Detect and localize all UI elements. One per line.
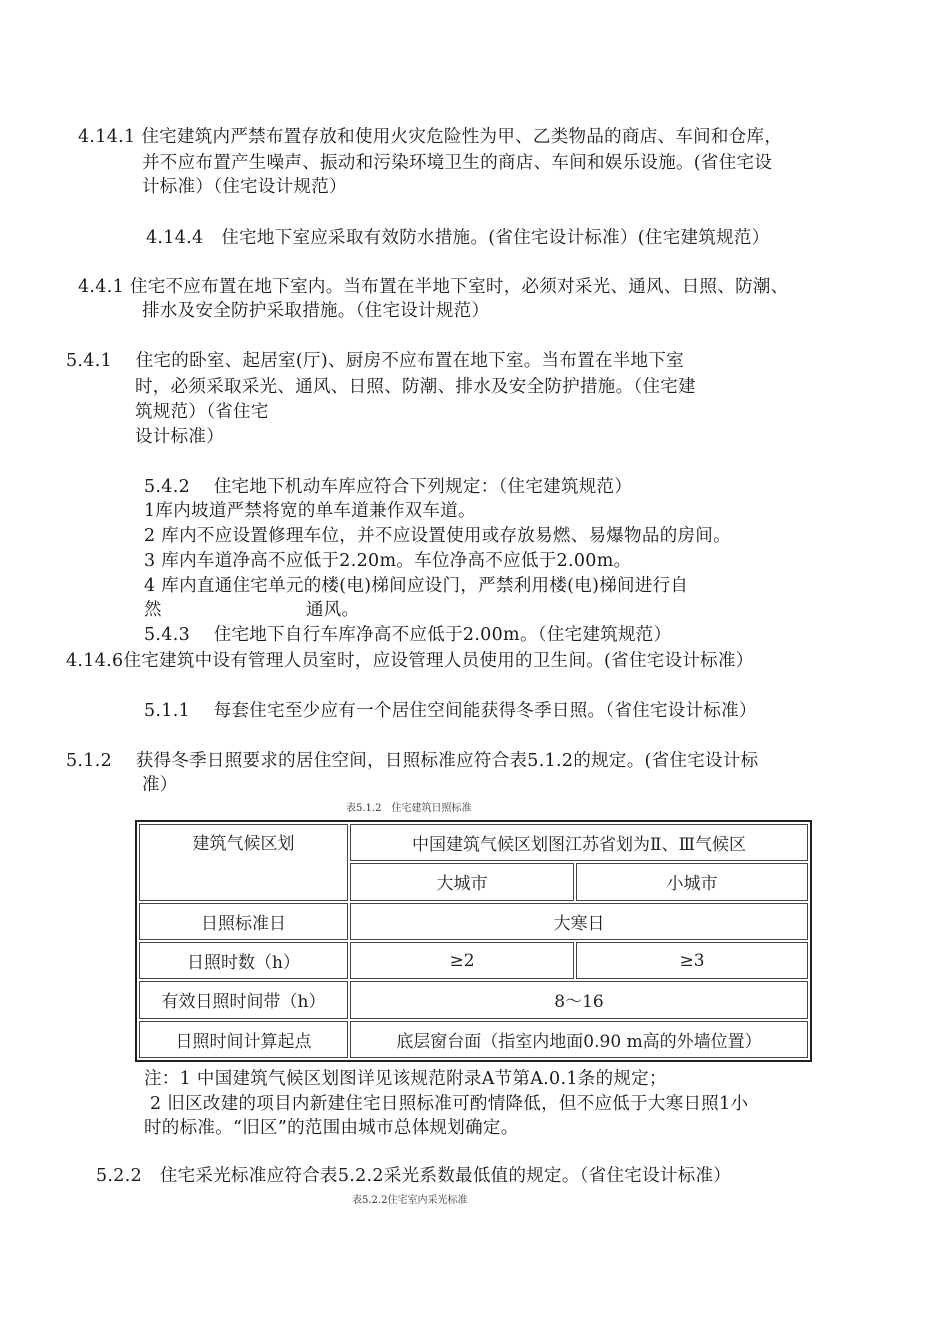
clause-5-4-2-item4-line2a: 然 — [144, 600, 162, 620]
clause-5-4-2-item1: 1库内坡道严禁将宽的单车道兼作双车道。 — [144, 501, 476, 521]
note-2-line2: 时的标准。“旧区”的范围由城市总体规划确定。 — [144, 1118, 519, 1138]
header-jiangsu-zones: 中国建筑气候区划图江苏省划为Ⅱ、Ⅲ气候区 — [350, 824, 808, 861]
row-value-start-point: 底层窗台面（指室内地面0.90 m高的外墙位置） — [350, 1021, 808, 1058]
clause-5-4-2-title: 5.4.2 住宅地下机动车库应符合下列规定：（住宅建筑规范） — [144, 477, 633, 497]
clause-5-1-2-line1: 5.1.2 获得冬季日照要求的居住空间，日照标准应符合表5.1.2的规定。(省住宅设计标 — [66, 751, 759, 771]
clause-5-4-2-item3: 3 库内车道净高不应低于2.20m。车位净高不应低于2.00m。 — [144, 551, 632, 571]
clause-4-14-1-line1: 4.14.1 住宅建筑内严禁布置存放和使用火灾危险性为甲、乙类物品的商店、车间和仓库， — [78, 127, 783, 147]
clause-5-1-1: 5.1.1 每套住宅至少应有一个居住空间能获得冬季日照。（省住宅设计标准） — [144, 701, 757, 721]
clause-4-14-4: 4.14.4 住宅地下室应采取有效防水措施。(省住宅设计标准）(住宅建筑规范） — [146, 228, 770, 248]
clause-5-4-2-item4-line1: 4 库内直通住宅单元的楼(电)梯间应设门，严禁利用楼(电)梯间进行自 — [144, 576, 689, 596]
row-label-effective-band: 有效日照时间带（h） — [139, 981, 348, 1018]
clause-5-4-1-line3: 筑规范）（省住宅 — [135, 402, 269, 422]
row-label-standard-day: 日照标准日 — [139, 903, 348, 940]
header-small-city: 小城市 — [576, 863, 808, 900]
clause-5-4-3: 5.4.3 住宅地下自行车库净高不应低于2.00m。（住宅建筑规范） — [144, 625, 672, 645]
clause-5-4-1-line4: 设计标准） — [135, 427, 224, 447]
clause-5-4-1-line1: 5.4.1 住宅的卧室、起居室(厅)、厨房不应布置在地下室。当布置在半地下室 — [66, 351, 684, 371]
header-climate-zone: 建筑气候区划 — [139, 824, 348, 901]
clause-5-4-2-item4-line2b: 通风。 — [306, 600, 360, 620]
row-label-sun-hours: 日照时数（h） — [139, 942, 348, 979]
clause-4-14-1-line2: 并不应布置产生噪声、振动和污染环境卫生的商店、车间和娱乐设施。(省住宅设 — [142, 153, 773, 173]
clause-4-4-1-line2: 排水及安全防护采取措施。（住宅设计规范） — [142, 301, 490, 321]
row-label-start-point: 日照时间计算起点 — [139, 1021, 348, 1058]
row-value-sun-hours-big: ≥2 — [350, 942, 574, 979]
clause-5-4-2-item2: 2 库内不应设置修理车位，并不应设置使用或存放易燃、易爆物品的房间。 — [144, 526, 731, 546]
clause-4-14-1-line3: 计标准）（住宅设计规范） — [142, 177, 347, 197]
clause-4-14-6: 4.14.6住宅建筑中设有管理人员室时，应设管理人员使用的卫生间。(省住宅设计标准） — [66, 651, 754, 671]
row-value-sun-hours-small: ≥3 — [576, 942, 808, 979]
table-5-2-2-caption: 表5.2.2住宅室内采光标准 — [352, 1195, 468, 1206]
note-1: 注：1 中国建筑气候区划图详见该规范附录A节第A.0.1条的规定； — [144, 1069, 667, 1089]
note-2-line1: 2 旧区改建的项目内新建住宅日照标准可酌情降低，但不应低于大寒日照1小 — [150, 1094, 749, 1114]
clause-5-1-2-line2: 准） — [142, 775, 178, 795]
clause-4-4-1-line1: 4.4.1 住宅不应布置在地下室内。当布置在半地下室时，必须对采光、通风、日照、防潮、 — [78, 277, 789, 297]
table-5-1-2-caption: 表5.1.2 住宅建筑日照标准 — [346, 803, 472, 814]
sunlight-standard-table — [135, 820, 812, 1062]
clause-5-2-2: 5.2.2 住宅采光标准应符合表5.2.2采光系数最低值的规定。（省住宅设计标准） — [96, 1166, 732, 1186]
clause-5-4-1-line2: 时，必须采取采光、通风、日照、防潮、排水及安全防护措施。（住宅建 — [135, 377, 696, 397]
row-value-standard-day: 大寒日 — [350, 903, 808, 940]
header-big-city: 大城市 — [350, 863, 574, 900]
row-value-effective-band: 8～16 — [350, 981, 808, 1018]
